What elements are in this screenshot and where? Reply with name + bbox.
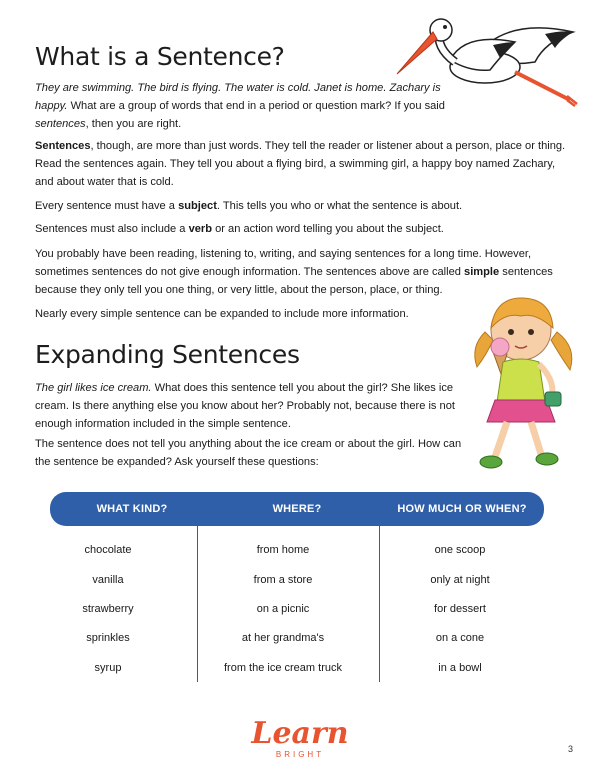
section-title-expanding: Expanding Sentences: [35, 340, 300, 369]
header-how-much-when: HOW MUCH OR WHEN?: [397, 503, 527, 515]
table-cell: from home: [256, 544, 310, 556]
expansion-table-header: [50, 492, 544, 526]
table-cell: strawberry: [82, 603, 134, 615]
header-where: WHERE?: [272, 503, 322, 515]
intro-paragraph: They are swimming. The bird is flying. The water is cold. Janet is home. Zachary is happy. What are a group of words that end in a period or question mark? If you said sentences, then you are right.: [35, 82, 445, 130]
subject-paragraph: Every sentence must have a subject. This tells you who or what the sentence is about.: [35, 200, 463, 212]
table-cell: on a cone: [435, 632, 485, 644]
column-divider: [197, 526, 198, 682]
table-cell: from the ice cream truck: [224, 662, 342, 674]
table-cell: chocolate: [84, 544, 132, 556]
learn-bright-logo: [240, 718, 360, 768]
table-cell: in a bowl: [438, 662, 482, 674]
logo-word: Learn: [251, 716, 349, 751]
expand-note-paragraph: Nearly every simple sentence can be expanded to include more information.: [35, 308, 409, 320]
table-cell: only at night: [430, 574, 490, 586]
table-cell: for dessert: [434, 603, 486, 615]
table-cell: sprinkles: [86, 632, 130, 644]
table-cell: at her grandma's: [241, 632, 325, 644]
page-number: 3: [567, 744, 573, 754]
table-cell: one scoop: [434, 544, 486, 556]
table-cell: vanilla: [92, 574, 124, 586]
questions-paragraph: The sentence does not tell you anything about the ice cream or about the girl. How can the sentence be expanded? Ask yourself these questions:: [35, 438, 462, 468]
girl-ice-cream-paragraph: The girl likes ice cream. What does this sentence tell you about the girl? She likes ice cream. Is there anything else you know about her? Probably not, because there is not enough information included in the simple sentence.: [35, 382, 455, 430]
simple-sentence-paragraph: You probably have been reading, listening to, writing, and saying sentences for a long time. However, sometimes sentences do not give enough information. The sentences above are called simple sentences because they only tell you one thing, or very little, about the person, place, or thing.: [35, 248, 553, 296]
girl-with-ice-cream-illustration: [465, 292, 583, 472]
sentences-paragraph: Sentences, though, are more than just words. They tell the reader or listener about a person, place or thing. Read the sentences again. They tell you about a flying bird, a swimming girl, a happy boy named Zachary, and about water that is cold.: [35, 140, 566, 188]
table-cell: on a picnic: [256, 603, 310, 615]
verb-paragraph: Sentences must also include a verb or an action word telling you about the subject.: [35, 223, 444, 235]
logo-subtitle: BRIGHT: [275, 750, 325, 759]
table-cell: from a store: [253, 574, 313, 586]
header-what-kind: WHAT KIND?: [96, 503, 168, 515]
table-cell: syrup: [94, 662, 122, 674]
section-title-sentence: What is a Sentence?: [35, 42, 285, 71]
